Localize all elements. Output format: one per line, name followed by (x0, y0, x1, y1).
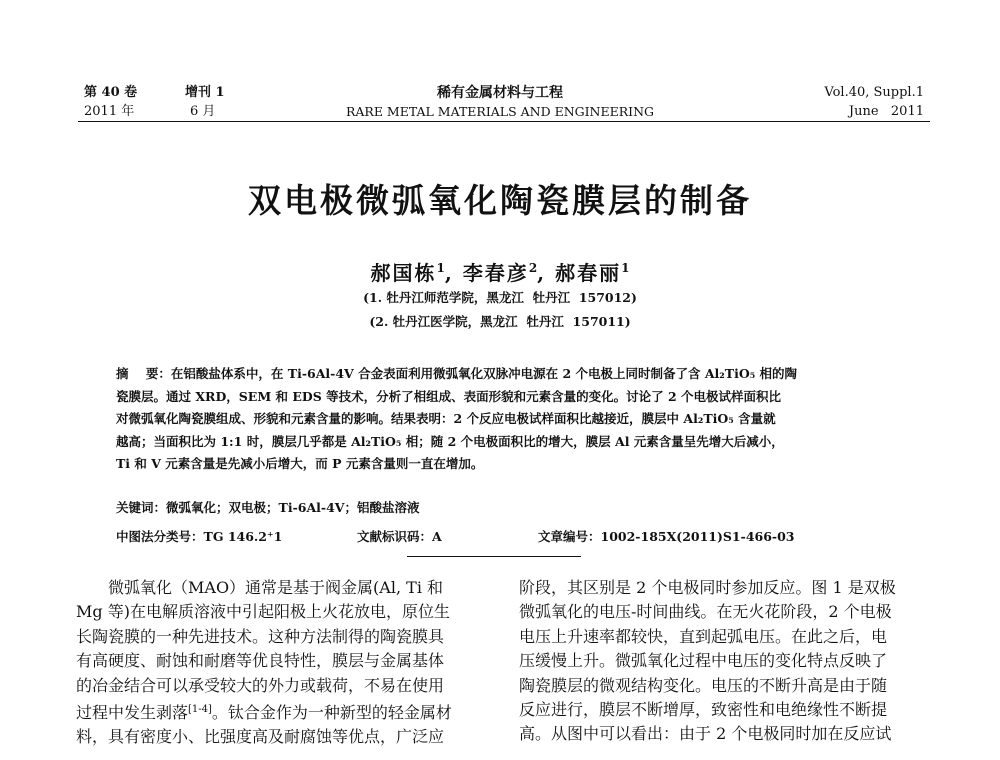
body-line: 陶瓷膜层的微观结构变化。电压的不断升高是由于随 (519, 675, 888, 695)
abstract-line-3: 对微弧氧化陶瓷膜组成、形貌和元素含量的影响。结果表明：2 个反应电极试样面积比越接近，膜层中 Al₂TiO₅ 含量就 (116, 411, 776, 427)
body-line-text: 过程中发生剥落 (76, 703, 189, 723)
author-affiliation-mark: 1 (436, 261, 445, 275)
abstract-line-4: 越高；当面积比为 1:1 时，膜层几乎都是 Al₂TiO₅ 相；随 2 个电极面积比的增大，膜层 Al 元素含量呈先增大后减小， (116, 433, 784, 449)
body-left-column (76, 576, 488, 750)
header-year: 2011 年 (84, 104, 135, 119)
body-line-text: 。钛合金作为一种新型的轻金属材 (211, 703, 452, 723)
body-line: 电压上升速率都较快，直到起弧电压。在此之后，电 (519, 626, 888, 646)
paper-title: 双电极微弧氧化陶瓷膜层的制备 (248, 181, 752, 220)
body-line: 阶段，其区别是 2 个电极同时参加反应。图 1 是双极 (519, 578, 896, 597)
citation-ref[interactable]: [1-4] (188, 704, 212, 716)
author-name: 郝春丽 (555, 261, 622, 285)
body-line: 高。从图中可以看出：由于 2 个电极同时加在反应试 (519, 724, 892, 744)
affiliation-1: (1. 牡丹江师范学院，黑龙江 牡丹江 157012) (363, 290, 637, 305)
body-line: 压缓慢上升。微弧氧化过程中电压的变化特点反映了 (519, 651, 888, 671)
abstract-end-rule (407, 556, 581, 557)
article-number-value: 1002-185X(2011)S1-466-03 (600, 529, 795, 544)
classification (116, 528, 282, 546)
header-month: 6 月 (190, 104, 216, 119)
keywords (116, 498, 419, 516)
abstract-line-1 (116, 363, 888, 386)
abstract-line-2: 瓷膜层。通过 XRD，SEM 和 EDS 等技术，分析了相组成、表面形貌和元素含量的变化。讨论了 2 个电极试样面积比 (116, 388, 782, 404)
classification-label: 中图法分类号： (116, 529, 204, 544)
abstract-line-5: Ti 和 V 元素含量是先减小后增大，而 P 元素含量则一直在增加。 (116, 456, 484, 472)
journal-title-en: RARE METAL MATERIALS AND ENGINEERING (345, 104, 655, 119)
affiliation-2: (2. 牡丹江医学院，黑龙江 牡丹江 157011) (369, 314, 631, 329)
header-issue: 增刊 1 (185, 85, 225, 100)
journal-title-cn: 稀有金属材料与工程 (437, 85, 563, 101)
document-code-label: 文献标识码： (357, 529, 433, 544)
abstract (116, 363, 888, 476)
body-line: 微弧氧化的电压-时间曲线。在无火花阶段，2 个电极 (519, 602, 892, 622)
header-volume: 第 40 卷 (84, 85, 138, 100)
classification-value: TG 146.2⁺1 (203, 529, 283, 544)
body-line: 的冶金结合可以承受较大的外力或载荷，不易在使用 (76, 675, 445, 695)
header-rule (78, 121, 930, 122)
keywords-label: 关键词： (116, 500, 167, 515)
header-volume-en: Vol.40, Suppl.1 (824, 85, 924, 100)
document-code-value: A (432, 529, 442, 544)
document-code (357, 528, 442, 546)
author-name: 李春彦 (462, 261, 529, 285)
article-number (538, 528, 795, 546)
keywords-value: 微弧氧化；双电极；Ti-6Al-4V；铝酸盐溶液 (166, 500, 420, 515)
body-line: 微弧氧化（MAO）通常是基于阀金属(Al, Ti 和 (108, 578, 444, 597)
body-line: Mg 等)在电解质溶液中引起阳极上火花放电，原位生 (76, 602, 450, 622)
body-line: 反应进行，膜层不断增厚，致密性和电绝缘性不断提 (519, 700, 888, 720)
body-right-column (519, 576, 931, 747)
body-line: 料，具有密度小、比强度高及耐腐蚀等优点，广泛应 (76, 727, 445, 747)
author-list: 郝国栋$^1$, 李春彦$^2$, 郝春丽$^1$ (370, 261, 630, 285)
header-date-en: June 2011 (848, 104, 924, 119)
body-line: 有高硬度、耐蚀和耐磨等优良特性，膜层与金属基体 (76, 651, 445, 671)
abstract-label: 摘 要： (116, 366, 171, 381)
author-affiliation-mark: 1 (621, 261, 630, 275)
article-number-label: 文章编号： (538, 529, 601, 544)
author-name: 郝国栋 (370, 261, 437, 285)
abstract-text: 在铝酸盐体系中，在 Ti-6Al-4V 合金表面利用微弧氧化双脉冲电源在 2 个电极上同时制备了含 Al₂TiO₅ 相的陶 (170, 366, 798, 381)
body-line (76, 698, 488, 725)
author-affiliation-mark: 2 (528, 261, 538, 275)
body-line: 长陶瓷膜的一种先进技术。这种方法制得的陶瓷膜具 (76, 626, 445, 646)
